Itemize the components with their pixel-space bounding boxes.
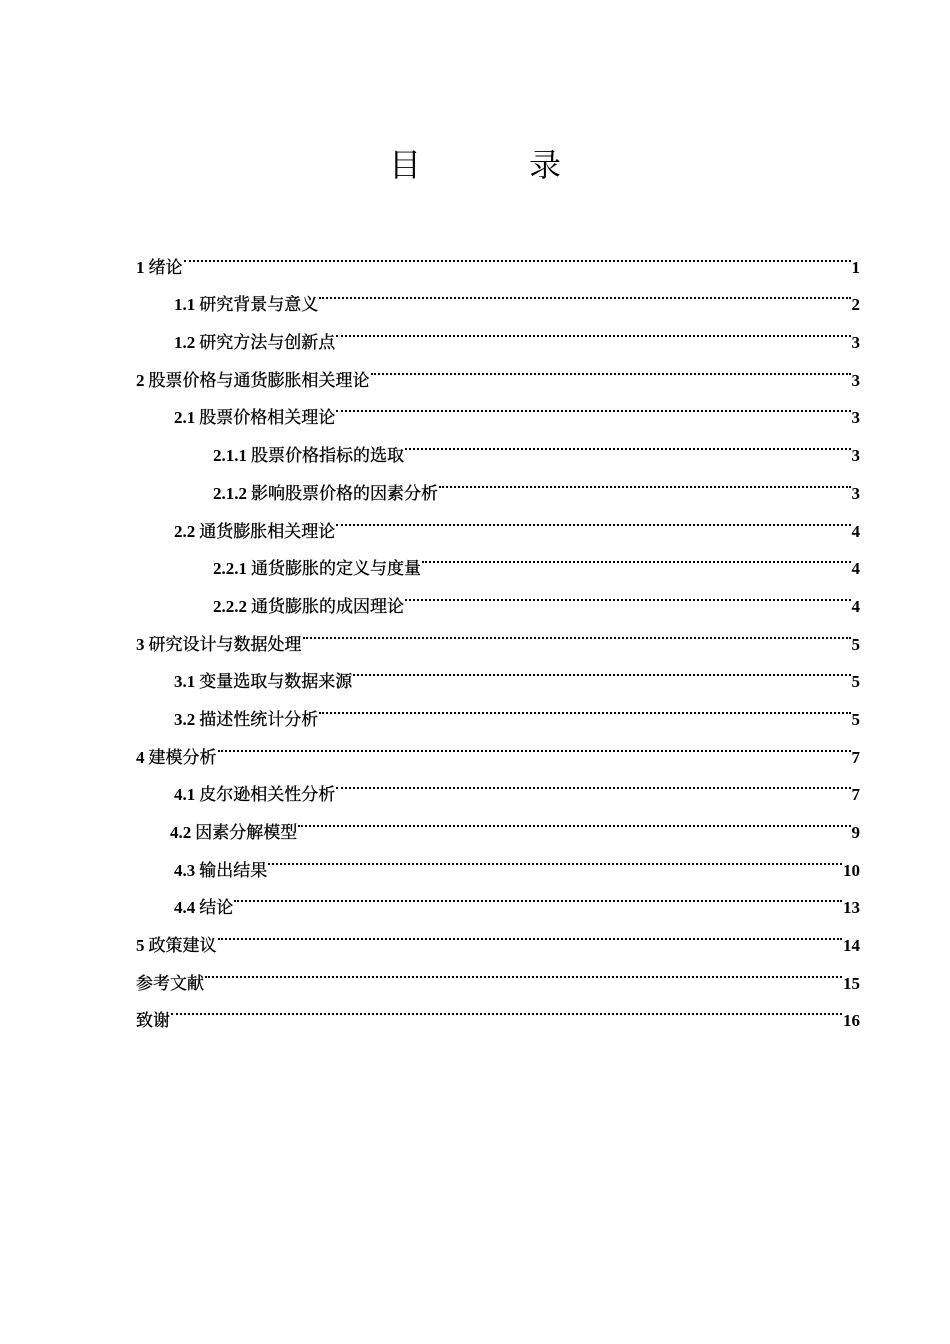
toc-entry-label (174, 286, 318, 325)
toc-entry-number: 2.1 (174, 408, 196, 428)
toc-entry-label (136, 362, 370, 401)
toc-entry-page-number: 7 (851, 785, 860, 805)
toc-entry-number: 2.2.2 (213, 596, 247, 616)
toc-entry-page-number: 3 (851, 370, 860, 390)
toc-entry-label (136, 739, 217, 778)
dot-leader (336, 499, 850, 537)
toc-entry-page-number: 2 (851, 295, 860, 315)
toc-entry-title: 股票价格与通货膨胀相关理论 (148, 370, 370, 391)
toc-entry[interactable] (136, 876, 860, 919)
toc-entry-number: 2.1.1 (213, 446, 247, 466)
dot-leader (371, 348, 851, 386)
toc-entry-page-number: 4 (851, 559, 860, 579)
toc-entry-number: 2.1.2 (213, 483, 247, 503)
dot-leader (234, 876, 842, 914)
dot-leader (298, 800, 850, 838)
toc-entry-page-number: 5 (851, 634, 860, 654)
toc-entry-title: 研究背景与意义 (199, 295, 319, 316)
dot-leader (336, 386, 850, 424)
toc-entry-label (136, 626, 302, 665)
toc-entry-title: 参考文献 (136, 973, 204, 994)
toc-entry-title: 通货膨胀相关理论 (199, 521, 336, 542)
toc-entry-page-number: 3 (851, 483, 860, 503)
toc-entry[interactable] (136, 273, 860, 316)
toc-entry-title: 皮尔逊相关性分析 (199, 785, 336, 806)
toc-entry-label (174, 399, 335, 438)
dot-leader (439, 461, 851, 499)
toc-entry-title: 输出结果 (199, 860, 268, 881)
toc-entry-number: 4 (136, 747, 145, 767)
toc-entry[interactable] (136, 913, 860, 957)
toc-entry-title: 政策建议 (148, 936, 217, 957)
dot-leader (184, 235, 851, 273)
toc-entry-page-number: 5 (851, 672, 860, 692)
toc-entry-title: 变量选取与数据来源 (199, 672, 353, 693)
toc-entry-label (213, 550, 421, 589)
toc-entry-page-number: 13 (843, 898, 860, 918)
toc-entry-number: 3.2 (174, 709, 196, 729)
toc-entry-title: 绪论 (148, 257, 183, 278)
toc-entry-page-number: 14 (843, 936, 860, 956)
dot-leader (268, 838, 842, 876)
dot-leader (353, 650, 850, 688)
dot-leader (336, 763, 850, 801)
toc-entry-label (174, 324, 335, 363)
toc-entry-page-number: 5 (851, 709, 860, 729)
toc-entry-page-number: 10 (843, 860, 860, 880)
toc-entry-page-number: 3 (851, 446, 860, 466)
toc-entry-number: 4.2 (170, 823, 192, 842)
toc-entry-title: 因素分解模型 (195, 823, 298, 843)
toc-entry-title: 研究设计与数据处理 (148, 634, 302, 655)
toc-entry-page-number: 4 (851, 596, 860, 616)
dot-leader (171, 989, 842, 1027)
toc-entry-title: 股票价格相关理论 (199, 408, 336, 429)
toc-entry-page-number: 7 (851, 747, 860, 767)
toc-entry-page-number: 16 (843, 1011, 860, 1031)
toc-entry-number: 4.4 (174, 898, 196, 918)
toc-entry-title: 股票价格指标的选取 (251, 446, 404, 467)
toc-entry-number: 5 (136, 936, 145, 956)
dot-leader (205, 951, 842, 989)
dot-leader (336, 310, 850, 348)
toc-entry-title: 建模分析 (148, 747, 217, 768)
toc-entry-label (136, 1003, 170, 1041)
toc-title: 目 录 (388, 146, 599, 184)
table-of-contents (136, 235, 860, 1032)
toc-entry-number: 4.3 (174, 860, 196, 880)
toc-entry-number: 1.2 (174, 333, 196, 353)
toc-entry-page-number: 3 (851, 333, 860, 353)
dot-leader (218, 913, 843, 951)
toc-entry-page-number: 1 (851, 257, 860, 277)
dot-leader (303, 612, 851, 650)
toc-entry-number: 2.2.1 (213, 559, 247, 579)
dot-leader (218, 725, 851, 763)
toc-entry-number: 3.1 (174, 672, 196, 692)
dot-leader (319, 273, 850, 311)
toc-entry-page-number: 3 (851, 408, 860, 428)
toc-entry-title: 研究方法与创新点 (199, 333, 336, 354)
dot-leader (405, 574, 851, 612)
dot-leader (405, 423, 851, 461)
toc-entry-number: 1.1 (174, 295, 196, 315)
dot-leader (319, 687, 850, 725)
toc-entry-title: 结论 (199, 898, 234, 919)
toc-entry-number: 1 (136, 257, 145, 277)
toc-entry-number: 2 (136, 370, 145, 390)
toc-entry-page-number: 15 (843, 973, 860, 993)
toc-entry-page-number: 4 (851, 521, 860, 541)
toc-entry-title: 影响股票价格的因素分析 (251, 483, 438, 504)
toc-entry[interactable] (136, 763, 860, 806)
toc-entry[interactable] (136, 989, 860, 1032)
toc-entry-page-number: 9 (851, 823, 860, 842)
toc-entry-label (174, 513, 335, 552)
dot-leader (422, 537, 851, 575)
toc-entry-number: 2.2 (174, 521, 196, 541)
toc-entry-title: 致谢 (136, 1011, 170, 1032)
toc-entry-label (213, 437, 404, 476)
toc-entry-label (136, 249, 183, 288)
toc-entry-title: 通货膨胀的成因理论 (251, 596, 404, 617)
toc-entry-title: 通货膨胀的定义与度量 (251, 559, 421, 580)
toc-entry-number: 3 (136, 634, 145, 654)
toc-entry-number: 4.1 (174, 785, 196, 805)
toc-entry-title: 描述性统计分析 (199, 709, 319, 730)
toc-entry[interactable] (136, 951, 860, 994)
toc-entry[interactable] (136, 235, 860, 278)
toc-entry[interactable] (136, 725, 860, 768)
